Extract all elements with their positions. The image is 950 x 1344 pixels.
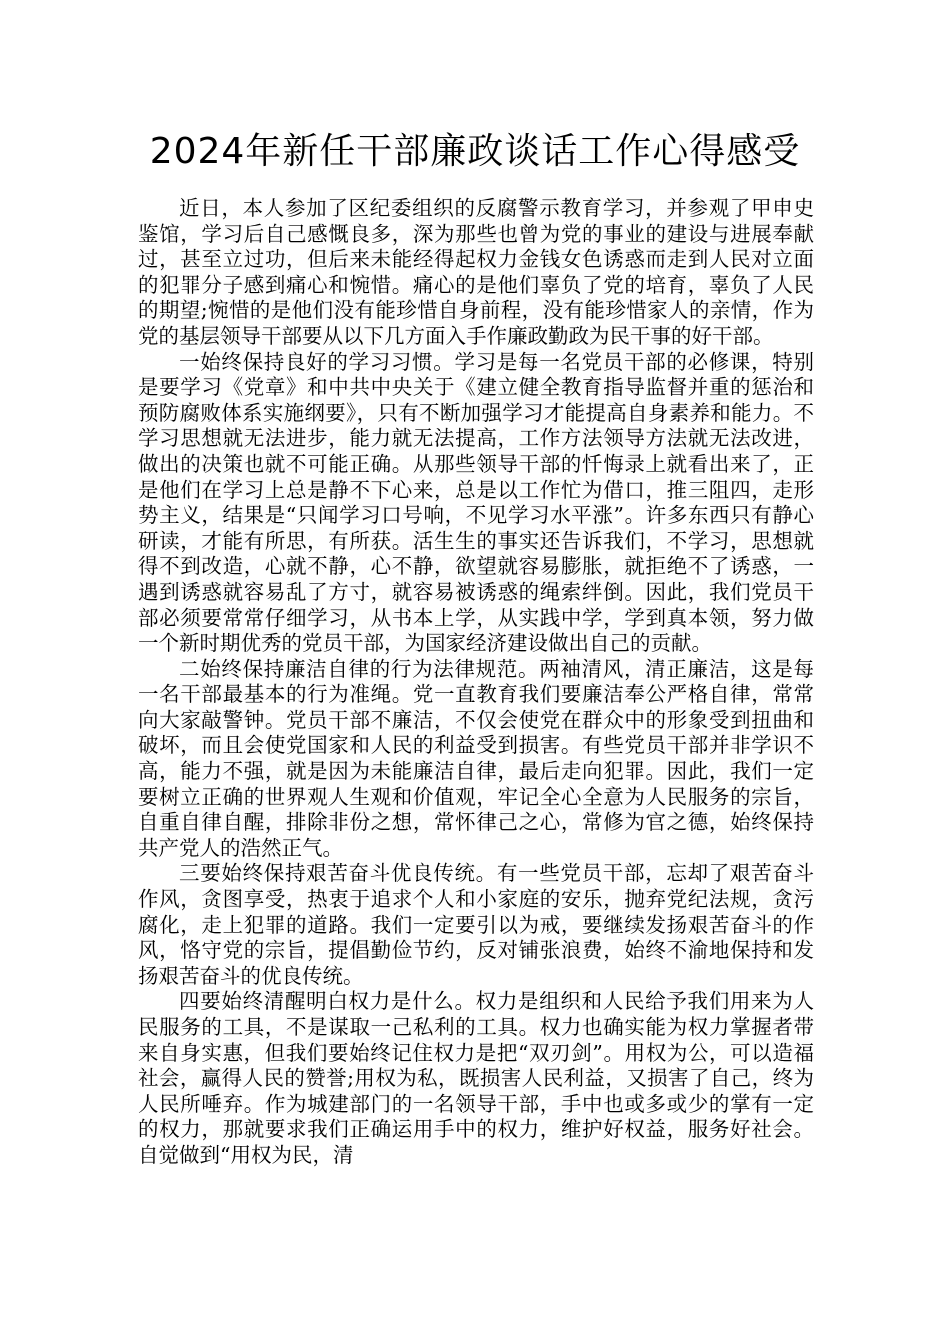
paragraph-integrity: 二始终保持廉洁自律的行为法律规范。两袖清风，清正廉洁，这是每一名干部最基本的行为准绳。党一直教育我们要廉洁奉公严格自律，常常向大家敲警钟。党员干部不廉洁，不仅会使党在群众中的形象受到扭曲和破坏，而且会使党国家和人民的利益受到损害。有些党员干部并非学识不高，能力不强，就是因为未能廉洁自律，最后走向犯罪。因此，我们一定要树立正确的世界观人生观和价值观，牢记全心全意为人民服务的宗旨，自重自律自醒，排除非份之想，常怀律己之心，常修为官之德，始终保持共产党人的浩然正气。 (138, 656, 814, 860)
document-title: 2024年新任干部廉政谈话工作心得感受 (149, 131, 801, 172)
paragraph-intro: 近日，本人参加了区纪委组织的反腐警示教育学习，并参观了甲申史鉴馆，学习后自己感慨良多，深为那些也曾为党的事业的建设与进展奉献过，甚至立过功，但后来未能经得起权力金钱女色诱惑而走到人民对立面的犯罪分子感到痛心和惋惜。痛心的是他们辜负了党的培育，辜负了人民的期望;惋惜的是他们没有能珍惜自身前程，没有能珍惜家人的亲情，作为党的基层领导干部要从以下几方面入手作廉政勤政为民干事的好干部。 (138, 196, 814, 348)
document-body (138, 196, 814, 1169)
paragraph-hard-work: 三要始终保持艰苦奋斗优良传统。有一些党员干部，忘却了艰苦奋斗作风，贪图享受，热衷于追求个人和小家庭的安乐，抛弃党纪法规，贪污腐化，走上犯罪的道路。我们一定要引以为戒，要继续发扬艰苦奋斗的作风，恪守党的宗旨，提倡勤俭节约，反对铺张浪费，始终不渝地保持和发扬艰苦奋斗的优良传统。 (138, 861, 814, 988)
paragraph-learning: 一始终保持良好的学习习惯。学习是每一名党员干部的必修课，特别是要学习《党章》和中共中央关于《建立健全教育指导监督并重的惩治和预防腐败体系实施纲要》，只有不断加强学习才能提高自身素养和能力。不学习思想就无法进步，能力就无法提高，工作方法领导方法就无法改进，做出的决策也就不可能正确。从那些领导干部的忏悔录上就看出来了，正是他们在学习上总是静不下心来，总是以工作忙为借口，推三阻四，走形势主义，结果是“只闻学习口号响，不见学习水平涨”。许多东西只有静心研读，才能有所思，有所获。活生生的事实还告诉我们，不学习，思想就得不到改造，心就不静，心不静，欲望就容易膨胀，就拒绝不了诱惑，一遇到诱惑就容易乱了方寸，就容易被诱惑的绳索绊倒。因此，我们党员干部必须要常常仔细学习，从书本上学，从实践中学，学到真本领，努力做一个新时期优秀的党员干部，为国家经济建设做出自己的贡献。 (138, 349, 814, 656)
paragraph-power: 四要始终清醒明白权力是什么。权力是组织和人民给予我们用来为人民服务的工具，不是谋取一己私利的工具。权力也确实能为权力掌握者带来自身实惠，但我们要始终记住权力是把“双刃剑”。用权为公，可以造福社会，赢得人民的赞誉;用权为私，既损害人民利益，又损害了自己，终为人民所唾弃。作为城建部门的一名领导干部，手中也或多或少的掌有一定的权力，那就要求我们正确运用手中的权力，维护好权益，服务好社会。自觉做到“用权为民，清 (138, 989, 814, 1167)
